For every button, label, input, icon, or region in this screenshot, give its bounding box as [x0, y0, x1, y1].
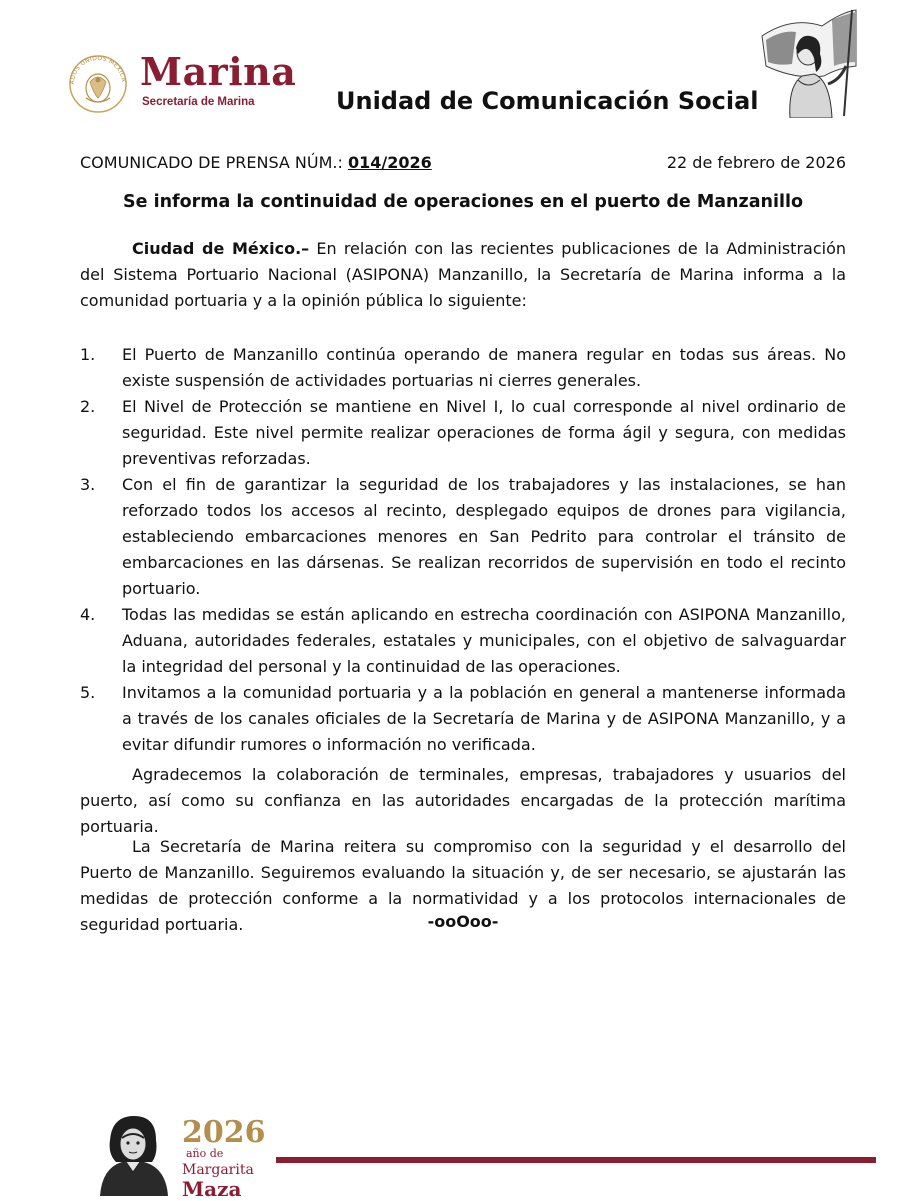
list-item-text: Con el fin de garantizar la seguridad de los trabajadores y las instalaciones, se han reforzado todos los accesos al recinto, desplegado equipos de drones para vigilancia, estableciendo embarcaciones menores en San Pedrito para controlar el tránsito de embarcaciones en las dársenas. Se realizan recorridos de supervisión en todo el recinto portuario. — [122, 475, 846, 598]
footer-divider — [276, 1157, 876, 1163]
list-item-number: 4. — [80, 605, 96, 624]
brand-subtitle: Secretaría de Marina — [142, 96, 255, 108]
press-release-number — [80, 153, 432, 172]
press-release-label: COMUNICADO DE PRENSA NÚM.: — [80, 153, 348, 172]
list-item — [80, 394, 846, 472]
list-item-text: Invitamos a la comunidad portuaria y a la población en general a mantenerse informada a través de los canales oficiales de la Secretaría de Marina y de ASIPONA Manzanillo, y a evitar difundir rumores o información no verificada. — [122, 683, 846, 754]
list-item-text: El Puerto de Manzanillo continúa operando de manera regular en todas sus áreas. No existe suspensión de actividades portuarias ni cierres generales. — [122, 345, 846, 390]
dedication-last-name: Maza — [182, 1177, 242, 1201]
press-release-date: 22 de febrero de 2026 — [666, 153, 846, 172]
heroine-flag-illustration-icon — [752, 6, 860, 118]
year-emblem — [182, 1115, 270, 1201]
list-item — [80, 602, 846, 680]
intro-city: Ciudad de México.– — [132, 239, 310, 258]
list-item-number: 5. — [80, 683, 96, 702]
list-item — [80, 680, 846, 758]
paragraph-agradecemos: Agradecemos la colaboración de terminales, empresas, trabajadores y usuarios del puerto, así como su confianza en las autoridades encargadas de la protección marítima portuaria. — [80, 765, 846, 836]
margarita-maza-portrait-icon — [92, 1110, 174, 1196]
unit-title: Unidad de Comunicación Social — [336, 87, 759, 115]
list-item-text: El Nivel de Protección se mantiene en Nivel I, lo cual corresponde al nivel ordinario de seguridad. Este nivel permite realizar operaciones de forma ágil y segura, con medidas preventivas reforzadas. — [122, 397, 846, 468]
brand-logo — [140, 49, 297, 108]
dedication-first-name: Margarita — [182, 1162, 254, 1178]
list-item-number: 2. — [80, 397, 96, 416]
closing-mark: -ooOoo- — [427, 912, 499, 931]
year-number: 2026 — [182, 1115, 266, 1150]
list-item-number: 3. — [80, 475, 96, 494]
intro-text: En relación con las recientes publicaciones de la Administración del Sistema Portuario Nacional (ASIPONA) Manzanillo, la Secretaría de Marina informa a la comunidad portuaria y a la opinión pública lo siguiente: — [80, 239, 846, 310]
brand-name: Marina — [140, 49, 297, 94]
list-item — [80, 342, 846, 394]
paragraph-reitera: La Secretaría de Marina reitera su compromiso con la seguridad y el desarrollo del Puerto de Manzanillo. Seguiremos evaluando la situación y, de ser necesario, se ajustarán las medidas de protección conforme a la normatividad y a los protocolos internacionales de seguridad portuaria. — [80, 837, 846, 934]
svg-text:ESTADOS UNIDOS MEXICANOS: ADOS UNIDOS MEXICA — [68, 54, 127, 85]
coat-of-arms-seal-icon — [64, 48, 132, 116]
headline: Se informa la continuidad de operaciones en el puerto de Manzanillo — [123, 192, 803, 212]
list-item-number: 1. — [80, 345, 96, 364]
list-item — [80, 472, 846, 602]
year-dedication-label: año de — [186, 1147, 224, 1160]
list-item-text: Todas las medidas se están aplicando en estrecha coordinación con ASIPONA Manzanillo, Aduana, autoridades federales, estatales y municipales, con el objetivo de salvaguardar la integridad del personal y la continuidad de las operaciones. — [122, 605, 846, 676]
numbered-list — [80, 342, 846, 758]
intro-paragraph — [80, 236, 846, 314]
press-release-number-value: 014/2026 — [347, 153, 432, 172]
